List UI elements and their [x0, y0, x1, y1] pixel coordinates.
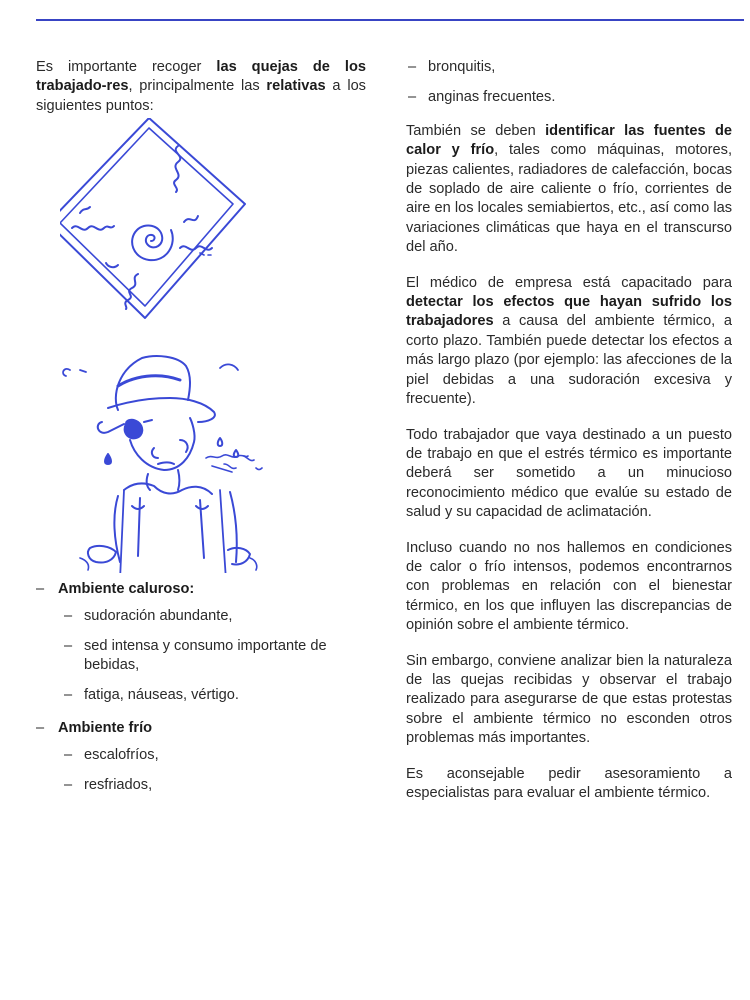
- list-item: – fatiga, náuseas, vértigo.: [58, 686, 366, 705]
- sun-panel-icon: [60, 118, 245, 318]
- list-item: – Ambiente frío – escalofríos, – resfriados,: [36, 719, 366, 795]
- symptom-list: [36, 580, 366, 795]
- hot-sun-worker-illustration: [60, 118, 360, 573]
- list-item: – resfriados,: [58, 776, 366, 795]
- list-item: – bronquitis,: [406, 58, 732, 77]
- paragraph-heat-sources: También se deben identificar las fuentes de calor y frío, tales como máquinas, motores, piezas calientes, radiadores de calefacción, bocas de soplado de aire caliente o frío, corrientes de aire en los locales semiabiertos, etc., así como las variaciones climáticas que haya en el transcurso del año.: [406, 122, 733, 256]
- right-column: [406, 58, 732, 819]
- list-item: – anginas frecuentes.: [406, 88, 732, 107]
- paragraph-analysis: Sin embargo, conviene analizar bien la naturaleza de las quejas recibidas y observar el trabajo realizado para asegurarse de que estas protestas sobre el ambiente térmico no esconden otros problemas más importantes.: [406, 652, 732, 747]
- left-list-column: [36, 580, 366, 809]
- list-item: – Ambiente caluroso: – sudoración abundante, – sed intensa y consumo importante de bebidas, – fatiga, náuseas, vértigo.: [36, 580, 366, 705]
- list-item: – sudoración abundante,: [58, 607, 366, 626]
- intro-paragraph: Es importante recoger las quejas de los trabajado-res, principalmente las relativas a los siguientes puntos:: [36, 59, 366, 114]
- header-rule: [36, 19, 744, 21]
- paragraph-advice: Es aconsejable pedir asesoramiento a especialistas para evaluar el ambiente térmico.: [406, 765, 732, 801]
- paragraph-medical: El médico de empresa está capacitado para detectar los efectos que hayan sufrido los trabajadores a causa del ambiente térmico, a corto plazo. También puede detectar los efectos a más largo plazo (por ejemplo: las afecciones de la piel debidas a una sudoración excesiva y frecuente).: [406, 274, 732, 408]
- list-item: – escalofríos,: [58, 746, 366, 765]
- paragraph-thermal-comfort: Incluso cuando no nos hallemos en condiciones de calor o frío intensos, podemos encontrarnos con problemas en relación con el bienestar térmico, en los que influyen las discrepancias de opinión sobre el ambiente térmico.: [406, 539, 732, 634]
- paragraph-worker-exam: Todo trabajador que vaya destinado a un puesto de trabajo en que el estrés térmico es importante deberá ser sometido a un minucioso reconocimiento médico que evalúe su estado de salud y su capacidad de aclimatación.: [406, 426, 732, 521]
- worker-icon: [80, 356, 262, 573]
- list-item: – sed intensa y consumo importante de bebidas,: [58, 637, 366, 676]
- continued-list: [406, 58, 732, 108]
